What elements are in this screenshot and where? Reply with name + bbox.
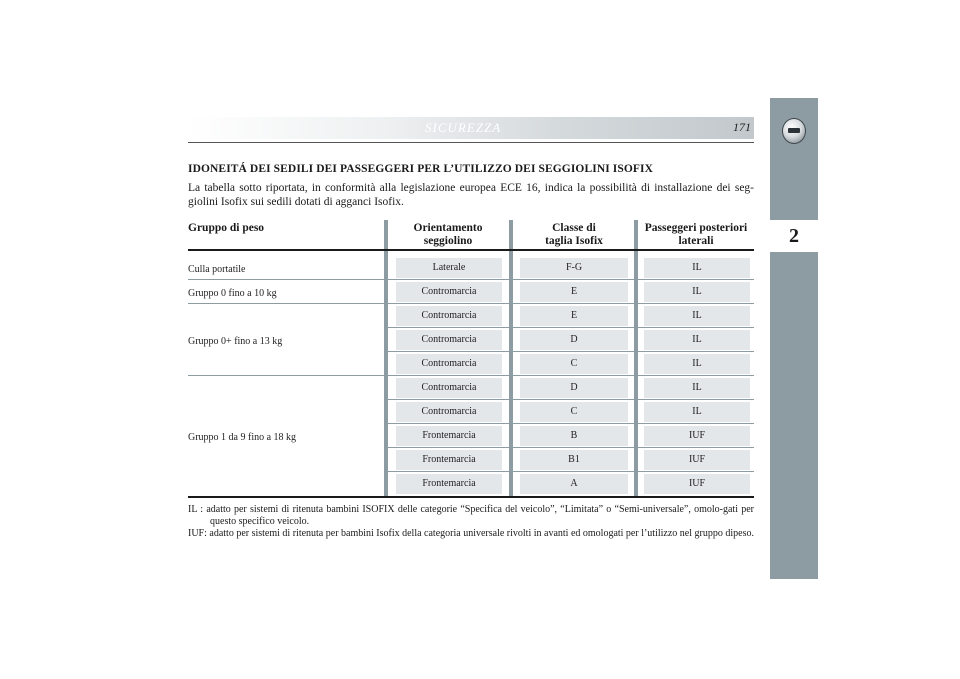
header-size bbox=[520, 222, 628, 248]
suitability-cell: IL bbox=[644, 330, 750, 350]
table-bottom-rule bbox=[188, 496, 754, 498]
size-class-cell: B bbox=[520, 426, 628, 446]
orientation-cell: Contromarcia bbox=[396, 330, 502, 350]
note-il: IL : adatto per sistemi di ritenuta bambini ISOFIX delle categorie “Specifica del veicolo”, “Limitata” o “Semi-universale”, omolo-gati per questo specifico veicolo. bbox=[188, 504, 754, 527]
row-divider bbox=[388, 471, 754, 472]
group-divider bbox=[188, 303, 384, 304]
orientation-cell: Contromarcia bbox=[396, 306, 502, 326]
orientation-cell: Contromarcia bbox=[396, 378, 502, 398]
row-divider bbox=[388, 423, 754, 424]
size-class-cell: D bbox=[520, 378, 628, 398]
orientation-cell: Contromarcia bbox=[396, 402, 502, 422]
size-class-cell: F-G bbox=[520, 258, 628, 278]
weight-group-label: Culla portatile bbox=[188, 264, 246, 275]
suitability-cell: IUF bbox=[644, 474, 750, 494]
lancia-shield-icon bbox=[782, 118, 806, 144]
header-orientation-line1: Orientamento bbox=[413, 222, 483, 234]
header-rear-line1: Passeggeri posteriori bbox=[644, 222, 748, 234]
suitability-cell: IL bbox=[644, 258, 750, 278]
column-separator bbox=[634, 220, 638, 498]
size-class-cell: B1 bbox=[520, 450, 628, 470]
column-separator bbox=[384, 220, 388, 498]
row-divider bbox=[388, 351, 754, 352]
size-class-cell: D bbox=[520, 330, 628, 350]
header-orientation bbox=[394, 222, 502, 248]
size-class-cell: A bbox=[520, 474, 628, 494]
size-class-cell: C bbox=[520, 354, 628, 374]
suitability-cell: IL bbox=[644, 378, 750, 398]
chapter-sidebar bbox=[770, 98, 818, 579]
column-separator bbox=[509, 220, 513, 498]
orientation-cell: Laterale bbox=[396, 258, 502, 278]
header-rear-line2: laterali bbox=[678, 235, 714, 247]
size-class-cell: E bbox=[520, 282, 628, 302]
suitability-cell: IL bbox=[644, 282, 750, 302]
orientation-cell: Contromarcia bbox=[396, 354, 502, 374]
suitability-cell: IL bbox=[644, 402, 750, 422]
header-rear-seats bbox=[638, 222, 754, 248]
suitability-cell: IUF bbox=[644, 426, 750, 446]
orientation-cell: Contromarcia bbox=[396, 282, 502, 302]
table-notes bbox=[188, 504, 754, 540]
header-group: Gruppo di peso bbox=[188, 222, 265, 234]
orientation-cell: Frontemarcia bbox=[396, 426, 502, 446]
section-heading: IDONEITÁ DEI SEDILI DEI PASSEGGERI PER L’UTILIZZO DEI SEGGIOLINI ISOFIX bbox=[188, 163, 653, 175]
intro-paragraph: La tabella sotto riportata, in conformità alla legislazione europea ECE 16, indica la possibilità di installazione dei seg-giolini Isofix sui sedili dotati di agganci Isofix. bbox=[188, 182, 754, 208]
row-divider bbox=[388, 327, 754, 328]
row-divider bbox=[388, 375, 754, 376]
size-class-cell: C bbox=[520, 402, 628, 422]
row-divider bbox=[388, 447, 754, 448]
header-size-line2: taglia Isofix bbox=[545, 235, 603, 247]
chapter-tab[interactable]: 2 bbox=[770, 220, 818, 252]
row-divider bbox=[388, 303, 754, 304]
weight-group-label: Gruppo 1 da 9 fino a 18 kg bbox=[188, 432, 297, 443]
suitability-cell: IUF bbox=[644, 450, 750, 470]
orientation-cell: Frontemarcia bbox=[396, 474, 502, 494]
header-size-line1: Classe di bbox=[552, 222, 596, 234]
group-divider bbox=[188, 375, 384, 376]
row-divider bbox=[388, 399, 754, 400]
header-orientation-line2: seggiolino bbox=[423, 235, 473, 247]
row-divider bbox=[388, 279, 754, 280]
page-number: 171 bbox=[733, 120, 751, 134]
section-title: SICUREZZA bbox=[425, 120, 502, 135]
weight-group-label: Gruppo 0+ fino a 13 kg bbox=[188, 336, 283, 347]
weight-group-label: Gruppo 0 fino a 10 kg bbox=[188, 288, 277, 299]
header-divider bbox=[188, 142, 754, 143]
suitability-cell: IL bbox=[644, 306, 750, 326]
note-iuf: IUF: adatto per sistemi di ritenuta per bambini Isofix della categoria universale rivolti in avanti ed omologati per l’utilizzo nel gruppo dipeso. bbox=[188, 528, 754, 539]
header-rule bbox=[188, 249, 754, 251]
group-divider bbox=[188, 279, 384, 280]
suitability-cell: IL bbox=[644, 354, 750, 374]
size-class-cell: E bbox=[520, 306, 628, 326]
orientation-cell: Frontemarcia bbox=[396, 450, 502, 470]
